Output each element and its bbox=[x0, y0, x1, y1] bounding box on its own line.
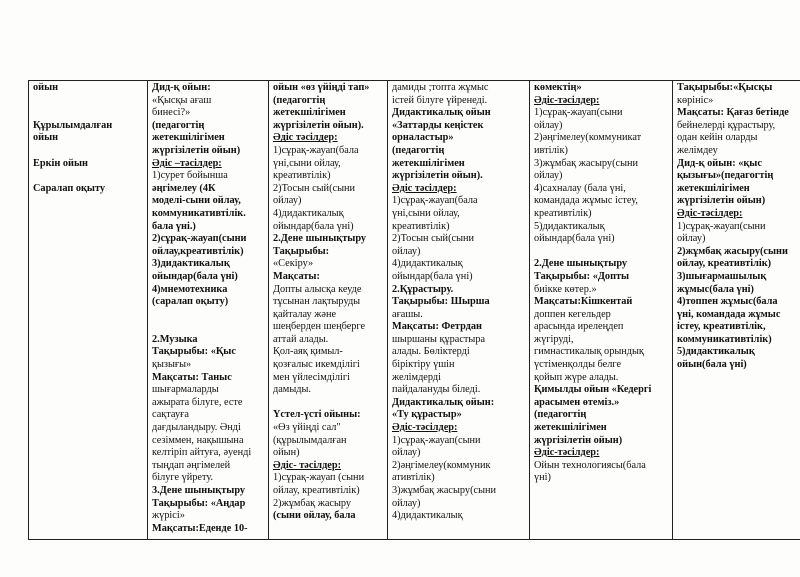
text-line: тұсынан лақтыруды bbox=[273, 296, 361, 308]
activity-type-label: ойын bbox=[33, 132, 59, 144]
column-3 bbox=[388, 81, 530, 540]
text-line: 5)дидактикалық bbox=[534, 220, 605, 232]
text-line: жетекшілігімен bbox=[152, 132, 225, 144]
text-line: ойлау, креативтілік) bbox=[273, 485, 360, 496]
text-line: пайдалануды біледі. bbox=[392, 384, 481, 396]
text-line: жүгіруді, bbox=[534, 333, 574, 345]
text-line: командада жұмыс істеу, bbox=[534, 195, 638, 207]
text-line: ойлау) bbox=[273, 195, 302, 207]
text-line: ойлау) bbox=[392, 245, 421, 257]
text-line: 2)Тосын сый(сыни bbox=[273, 182, 356, 194]
text-line: қызығы» bbox=[152, 359, 192, 371]
column-1 bbox=[148, 81, 269, 540]
methods-heading: Әдіс-тәсілдер: bbox=[392, 422, 458, 434]
text-line: (сыни ойлау, бала bbox=[273, 510, 356, 522]
text-line: Қимылды ойын «Кедергі bbox=[534, 384, 652, 396]
text-line: одан кейін оларды bbox=[677, 132, 758, 144]
text-line: қайталау және bbox=[273, 308, 337, 320]
text-line: ойлау,креативтілік) bbox=[152, 245, 244, 257]
text-line: Тақырыбы: Шырша bbox=[392, 296, 490, 308]
text-line: желімдеу bbox=[677, 144, 718, 156]
text-line: әңгімелеу (4К bbox=[152, 182, 216, 194]
text-line: ойын «өз үйіңді тап» bbox=[273, 82, 370, 93]
text-line: доппен кегельдер bbox=[534, 308, 611, 320]
methods-heading: Әдіс- тәсілдер: bbox=[273, 459, 342, 471]
text-line: (педагогтің bbox=[534, 409, 587, 421]
text-line: 2)әңгімелеу(коммуник bbox=[392, 459, 491, 471]
text-line: ойлау) bbox=[392, 497, 421, 509]
text-line: істей білуге үйренеді. bbox=[392, 94, 488, 106]
text-line: «Қысқы ағаш bbox=[152, 94, 212, 106]
text-line: 4)дидактикалық bbox=[392, 510, 463, 522]
text-line: Мақсаты:Еденде 10- bbox=[152, 522, 248, 534]
text-line: істеу, креативтілік, bbox=[677, 321, 766, 333]
text-line: 2.Құрастыру. bbox=[392, 283, 454, 295]
text-line: біріктіру үшін bbox=[392, 359, 455, 371]
text-line: жүргізілетін ойын) bbox=[152, 144, 241, 156]
text-line: орналастыр» bbox=[392, 132, 454, 144]
text-line: қозғалыс икемділігі bbox=[273, 359, 360, 371]
text-line: Тақырыбы: «Қыс bbox=[152, 346, 236, 358]
text-line: 3)жұмбақ жасыру(сыни bbox=[392, 485, 497, 496]
text-line: 1)сұрақ-жауап(бала bbox=[392, 195, 478, 207]
text-line: ойындар(бала үні) bbox=[392, 270, 473, 282]
text-line: қойып жүре алады. bbox=[534, 371, 619, 383]
text-line: бейнелерді құрастыру, bbox=[677, 119, 776, 131]
text-line: үстіменқолды белге bbox=[534, 359, 622, 371]
text-line: 3)шығармашылық bbox=[677, 270, 767, 282]
text-line: ативтілік) bbox=[392, 472, 435, 484]
text-line: ойлау) bbox=[392, 447, 421, 459]
text-line: ағашы. bbox=[392, 308, 423, 320]
text-line: Тақырыбы:«Қысқы bbox=[677, 82, 773, 93]
text-line: қызығы»(педагогтің bbox=[677, 170, 774, 182]
text-line: 1)сұрақ-жауап(сыни bbox=[534, 107, 623, 119]
text-line: 2)сұрақ-жауап(сыни bbox=[152, 233, 247, 245]
text-line: 4)сахналау (бала үні, bbox=[534, 182, 626, 194]
text-line: үні,сыни ойлау, bbox=[273, 157, 341, 169]
text-line: креативтілік) bbox=[534, 207, 592, 219]
text-line: «Секіру» bbox=[273, 258, 314, 270]
text-line: ойлау) bbox=[677, 233, 706, 245]
methods-heading: Әдіс-тәсілдер: bbox=[677, 207, 743, 219]
text-line: сақтауға bbox=[152, 409, 189, 421]
text-line: 3)жұмбақ жасыру(сыни bbox=[534, 157, 639, 169]
text-line: Тақырыбы: «Аңдар bbox=[152, 497, 246, 509]
text-line: (педагогтің bbox=[392, 144, 445, 156]
text-line: «Заттарды кеңістек bbox=[392, 119, 484, 131]
text-line: келтіріп айтуға, әуенді bbox=[152, 447, 252, 459]
text-line: жүргізілетін ойын) bbox=[534, 434, 623, 446]
text-line: Қол-аяқ қимыл- bbox=[273, 346, 343, 358]
text-line: алады. Бөліктерді bbox=[392, 346, 470, 358]
text-line: жүргізілетін ойын) bbox=[677, 195, 766, 207]
text-line: 2.Музыка bbox=[152, 333, 198, 345]
text-line: 2)әңгімелеу(коммуникат bbox=[534, 132, 642, 144]
column-2 bbox=[269, 81, 388, 540]
text-line: жүргізілетін ойын). bbox=[392, 170, 483, 182]
text-line: жұмыс(бала үні) bbox=[677, 283, 754, 295]
text-line: биікке көтер.» bbox=[534, 283, 597, 295]
text-line: желімдерді bbox=[392, 371, 441, 383]
text-line: Үстел-үсті ойыны: bbox=[273, 409, 361, 421]
text-line: ойын(бала үні) bbox=[677, 359, 747, 371]
text-line: Мақсаты: Қағаз бетінде bbox=[677, 107, 789, 119]
text-line: 2.Дене шынықтыру bbox=[273, 233, 367, 245]
text-line: үні,сыни ойлау, bbox=[392, 207, 460, 219]
text-line: Мақсаты: Таныс bbox=[152, 371, 232, 383]
text-line: креативтілік) bbox=[392, 220, 450, 232]
text-line: шыршаны құрастыра bbox=[392, 333, 486, 345]
text-line: ойлау, креативтілік) bbox=[677, 258, 772, 270]
text-line: «Өз үйіңді сал" bbox=[273, 422, 341, 434]
text-line: 4)дидактикалық bbox=[392, 258, 463, 270]
text-line: үні, командада жұмыс bbox=[677, 308, 781, 320]
text-line: ойлау) bbox=[534, 119, 563, 131]
text-line: дамыды. bbox=[273, 384, 311, 396]
text-line: (құрылымдалған bbox=[273, 434, 347, 446]
text-line: Допты алысқа кеуде bbox=[273, 283, 362, 295]
text-line: дағдыландыру. Әнді bbox=[152, 422, 241, 434]
text-line: сезіммен, нақышына bbox=[152, 434, 244, 446]
text-line: мен үйлесімділігі bbox=[273, 371, 350, 383]
text-line: 2)жұмбақ жасыру bbox=[273, 497, 352, 509]
methods-heading: Әдіс-тәсілдер: bbox=[534, 94, 600, 106]
text-line: 2.Дене шынықтыру bbox=[534, 258, 628, 270]
text-line: 4)мнемотехника bbox=[152, 283, 228, 295]
text-line: жетекшілігімен bbox=[273, 107, 346, 119]
text-line: 1)сұрақ-жауап(сыни bbox=[677, 220, 766, 232]
text-line: 5)дидактикалық bbox=[677, 346, 755, 358]
activity-type-label: Құрылымдалған bbox=[33, 119, 113, 131]
text-line: (педагогтің bbox=[273, 94, 326, 106]
text-line: ойындар(бала үні) bbox=[152, 270, 238, 282]
text-line: Мақсаты: bbox=[273, 270, 320, 282]
text-line: (саралап оқыту) bbox=[152, 296, 229, 308]
table-row bbox=[29, 81, 800, 540]
text-line: көрініс» bbox=[677, 94, 714, 106]
text-line: ойындар(бала үні) bbox=[534, 233, 615, 245]
text-line: аттай алады. bbox=[273, 333, 329, 345]
methods-heading: Әдіс –тәсілдер: bbox=[152, 157, 222, 169]
text-line: бинесі?» bbox=[152, 107, 191, 119]
text-line: Ойын технологиясы(бала bbox=[534, 459, 646, 471]
activity-types-column bbox=[29, 81, 148, 540]
text-line: 2)жұмбақ жасыру(сыни bbox=[677, 245, 788, 257]
text-line: креативтілік) bbox=[273, 170, 331, 182]
text-line: ивтілік) bbox=[534, 144, 568, 156]
text-line: жүргізілетін ойын). bbox=[273, 119, 364, 131]
text-line: 2)Тосын сый(сыни bbox=[392, 233, 475, 245]
text-line: Дид-қ ойын: «қыс bbox=[677, 157, 762, 169]
methods-heading: Әдіс-тәсілдер: bbox=[534, 447, 600, 459]
text-line: бала үні.) bbox=[152, 220, 196, 232]
text-line: ажырата білуге, есте bbox=[152, 396, 243, 408]
text-line: арасымен өтеміз.» bbox=[534, 396, 620, 408]
text-line: 1)сурет бойынша bbox=[152, 170, 228, 182]
text-line: шеңберден шеңберге bbox=[273, 321, 366, 333]
text-line: ойындар(бала үні) bbox=[273, 220, 354, 232]
text-line: Дидактикалық ойын bbox=[392, 107, 491, 119]
text-line: Мақсаты:Кішкентай bbox=[534, 296, 633, 308]
text-line: (педагогтің bbox=[152, 119, 205, 131]
text-line: Дидактикалық ойын: bbox=[392, 396, 495, 408]
activity-type-label: Саралап оқыту bbox=[33, 182, 106, 194]
text-line: моделі-сыни ойлау, bbox=[152, 195, 241, 207]
text-line: тыңдап әңгімелей bbox=[152, 459, 231, 471]
lesson-plan-table bbox=[28, 80, 800, 540]
text-line: 3)дидактикалық bbox=[152, 258, 230, 270]
text-line: гимнастикалық орындық bbox=[534, 346, 644, 358]
text-line: жетекшілігімен bbox=[534, 422, 607, 434]
text-line: ойлау) bbox=[534, 170, 563, 182]
text-line: 4)топпен жұмыс(бала bbox=[677, 296, 778, 308]
methods-heading: Әдіс тәсілдер: bbox=[392, 182, 457, 194]
text-line: Тақырыбы: «Допты bbox=[534, 270, 630, 282]
text-line: білуге үйрету. bbox=[152, 472, 214, 484]
text-line: жүрісі» bbox=[152, 510, 185, 522]
text-line: 3.Дене шынықтыру bbox=[152, 485, 246, 496]
activity-type-label: ойын bbox=[33, 82, 59, 93]
text-line: 1)сұрақ-жауап(сыни bbox=[392, 434, 481, 446]
text-line: Мақсаты: Фетрдан bbox=[392, 321, 482, 333]
text-line: арасында ирелеңдеп bbox=[534, 321, 624, 333]
text-line: дамиды ;топта жұмыс bbox=[392, 82, 489, 93]
column-4 bbox=[530, 81, 673, 540]
activity-type-label: Еркін ойын bbox=[33, 157, 88, 169]
methods-heading: Әдіс тәсілдер: bbox=[273, 132, 338, 144]
column-5 bbox=[673, 81, 800, 540]
text-line: коммуникативтілік) bbox=[677, 333, 772, 345]
text-line: 4)дидактикалық bbox=[273, 207, 344, 219]
text-line: 1)сұрақ-жауап (сыни bbox=[273, 472, 365, 484]
text-line: Дид-қ ойын: bbox=[152, 82, 211, 93]
text-line: жетекшілігімен bbox=[392, 157, 465, 169]
text-line: жетекшілігімен bbox=[677, 182, 750, 194]
text-line: көмектің» bbox=[534, 82, 582, 93]
text-line: «Ту құрастыр» bbox=[392, 409, 462, 421]
text-line: ойын) bbox=[273, 447, 300, 459]
text-line: үні) bbox=[534, 472, 551, 484]
text-line: 1)сұрақ-жауап(бала bbox=[273, 144, 359, 156]
text-line: Тақырыбы: bbox=[273, 245, 330, 257]
text-line: коммуникативтілік. bbox=[152, 207, 246, 219]
text-line: шығармаларды bbox=[152, 384, 219, 396]
